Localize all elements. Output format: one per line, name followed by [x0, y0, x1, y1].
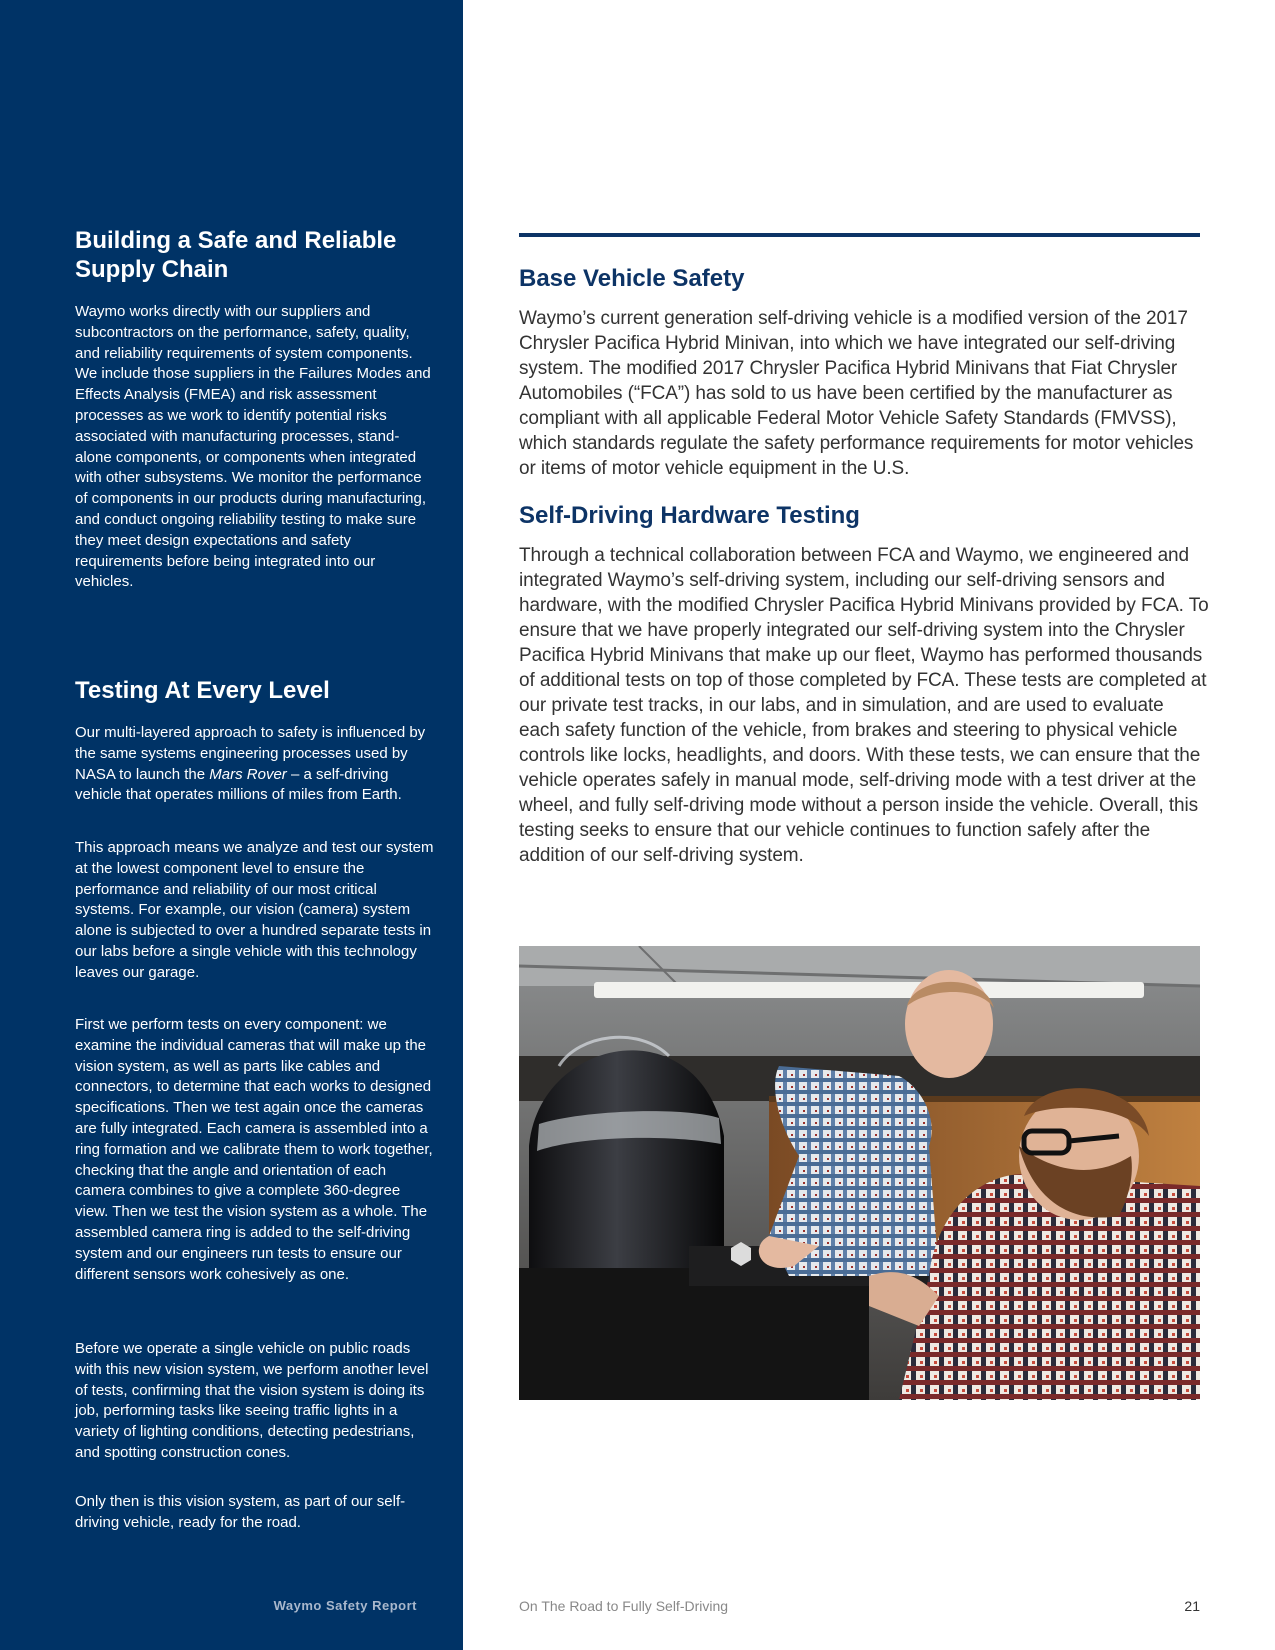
page-number: 21 [1184, 1598, 1200, 1614]
sidebar-paragraph-approach: This approach means we analyze and test our system at the lowest component level to ensure the performance and reliability of our most critical systems. For example, our vision (camera) system alone is subjected to over a hundred separate tests in our labs before a single vehicle with this technology leaves our garage. [75, 839, 434, 981]
sidebar-paragraph-component-tests: First we perform tests on every component: we examine the individual cameras that will make up the vision system, as well as parts like cables and connectors, to determine that each works to designed specifications. Then we test again once the cameras are fully integrated. Each camera is assembled into a ring formation and we calibrate them to work together, checking that the angle and orientation of each camera combines to give a complete 360-degree view. Then we test the vision system as a whole. The assembled camera ring is added to the self-driving system and our engineers run tests to ensure our different sensors work cohesively as one. [75, 1016, 433, 1283]
report-title-footer: Waymo Safety Report [273, 1598, 417, 1613]
sidebar-paragraph-public-roads: Before we operate a single vehicle on public roads with this new vision system, we perform another level of tests, confirming that the vision system is doing its job, performing tasks like seeing traffic lights in a variety of lighting conditions, detecting pedestrians, and spotting construction cones. [75, 1340, 429, 1461]
sidebar-heading-testing: Testing At Every Level [75, 677, 330, 704]
sidebar-paragraph-supply-chain: Waymo works directly with our suppliers and subcontractors on the performance, safety, quality, and reliability requirements of system components. We include those suppliers in the Failures Modes and Effects Analysis (FMEA) and risk assessment processes as we work to identify potential risks associated with manufacturing processes, stand-alone components, or components when integrated with other subsystems. We monitor the performance of components in our products during manufacturing, and conduct ongoing reliability testing to make sure they meet design expectations and safety requirements before being integrated into our vehicles. [75, 303, 431, 591]
para-text: Our multi-layered approach to safety is influenced by the same systems engineering processes used by NASA to launch the [75, 724, 426, 783]
chapter-footer: On The Road to Fully Self-Driving [519, 1598, 729, 1614]
heading-hardware-testing: Self-Driving Hardware Testing [519, 502, 860, 529]
paragraph-hardware-testing: Through a technical collaboration between FCA and Waymo, we engineered and integrated Waymo’s self-driving system, including our self-driving sensors and hardware, with the modified Chrysler Pacifica Hybrid Minivans provided by FCA. To ensure that we have properly integrated our self-driving system into the Chrysler Pacifica Hybrid Minivans that make up our fleet, Waymo has performed thousands of additional tests on top of those completed by FCA. These tests are completed at our private test tracks, in our labs, and in simulation, and are used to evaluate each safety function of the vehicle, from brakes and steering to physical vehicle controls like locks, headlights, and doors. With these tests, we can ensure that the vehicle operates safely in manual mode, self-driving mode with a test driver at the wheel, and fully self-driving mode without a person inside the vehicle. Overall, this testing seeks to ensure that our vehicle continues to function safely after the addition of our self-driving system. [519, 545, 1209, 866]
engineers-photo [519, 946, 1200, 1400]
sidebar-paragraph-nasa [75, 723, 435, 806]
section-divider [519, 233, 1200, 237]
sidebar-heading-supply-chain: Building a Safe and Reliable Supply Chain [75, 227, 397, 283]
heading-base-vehicle-safety: Base Vehicle Safety [519, 265, 745, 292]
para-text: – a self-driving vehicle that operates millions of miles from Earth. [75, 765, 402, 804]
mars-rover-text: Mars Rover [209, 765, 287, 783]
sidebar [0, 0, 463, 1650]
paragraph-base-vehicle: Waymo’s current generation self-driving vehicle is a modified version of the 2017 Chrysler Pacifica Hybrid Minivan, into which we have integrated our self-driving system. The modified 2017 Chrysler Pacifica Hybrid Minivans that Fiat Chrysler Automobiles (“FCA”) has sold to us have been certified by the manufacturer as compliant with all applicable Federal Motor Vehicle Safety Standards (FMVSS), which standards regulate the safety performance requirements for motor vehicles or items of motor vehicle equipment in the U.S. [519, 308, 1194, 479]
sidebar-paragraph-ready: Only then is this vision system, as part of our self-driving vehicle, ready for the road. [75, 1493, 406, 1531]
